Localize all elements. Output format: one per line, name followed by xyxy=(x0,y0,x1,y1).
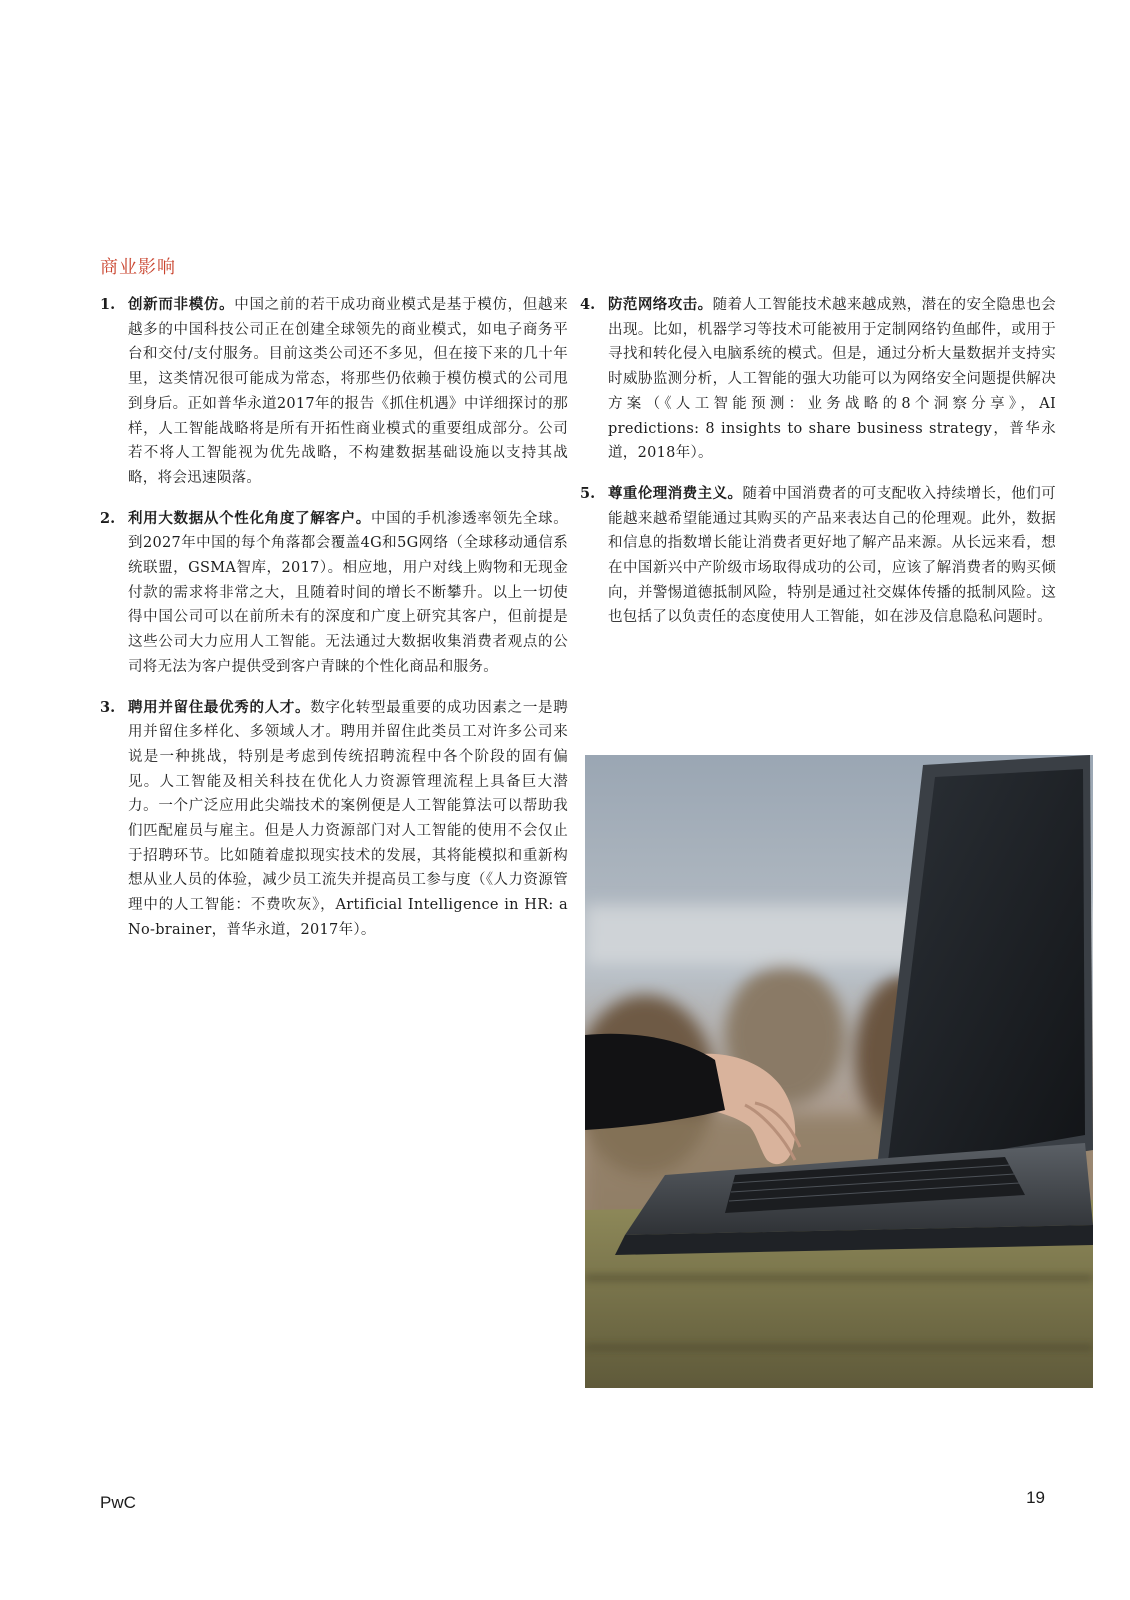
item-text: 随着中国消费者的可支配收入持续增长，他们可能越来越希望能通过其购买的产品来表达自己的伦理观。此外，数据和信息的指数增长能让消费者更好地了解产品来源。从长远来看，想在中国新兴中产阶级市场取得成功的公司，应该了解消费者的购买倾向，并警惕道德抵制风险，特别是通过社交媒体传播的抵制风险。这也包括了以负责任的态度使用人工智能，如在涉及信息隐私问题时。 xyxy=(608,485,1056,626)
item-text: 中国的手机渗透率领先全球。到2027年中国的每个角落都会覆盖4G和5G网络（全球移动通信系统联盟，GSMA智库，2017）。相应地，用户对线上购物和无现金付款的需求将非常之大，且随着时间的增长不断攀升。以上一切使得中国公司可以在前所未有的深度和广度上研究其客户，但前提是这些公司大力应用人工智能。无法通过大数据收集消费者观点的公司将无法为客户提供受到客户青睐的个性化商品和服务。 xyxy=(128,510,568,675)
list-item-5 xyxy=(580,482,1056,630)
item-number: 4. xyxy=(580,296,596,313)
item-body xyxy=(608,482,1056,630)
list-item-3 xyxy=(100,696,568,943)
footer-brand: PwC xyxy=(100,1493,136,1512)
list-item-2 xyxy=(100,507,568,680)
right-column xyxy=(580,293,1056,646)
item-body xyxy=(128,293,568,491)
left-column xyxy=(100,293,568,959)
item-text: 数字化转型最重要的成功因素之一是聘用并留住多样化、多领域人才。聘用并留住此类员工对许多公司来说是一种挑战，特别是考虑到传统招聘流程中各个阶段的固有偏见。人工智能及相关科技在优化人力资源管理流程上具备巨大潜力。一个广泛应用此尖端技术的案例便是人工智能算法可以帮助我们匹配雇员与雇主。但是人力资源部门对人工智能的使用不会仅止于招聘环节。比如随着虚拟现实技术的发展，其将能模拟和重新构想从业人员的体验，减少员工流失并提高员工参与度（《人力资源管理中的人工智能：不费吹灰》，Artificial Intelligence in HR: a No-brainer，普华永道，2017年）。 xyxy=(128,699,568,938)
laptop-photo-illustration xyxy=(585,755,1093,1388)
list-item-1 xyxy=(100,293,568,491)
item-title: 尊重伦理消费主义。 xyxy=(608,484,743,502)
item-title: 创新而非模仿。 xyxy=(128,296,235,313)
laptop-photo xyxy=(585,755,1093,1388)
item-title: 聘用并留住最优秀的人才。 xyxy=(128,698,311,716)
item-number: 2. xyxy=(100,509,116,527)
item-number: 5. xyxy=(580,484,596,502)
item-number: 3. xyxy=(100,698,116,716)
item-body xyxy=(608,293,1056,466)
item-title: 防范网络攻击。 xyxy=(608,296,713,313)
section-heading: 商业影响 xyxy=(100,257,176,278)
item-number: 1. xyxy=(100,296,116,313)
item-body xyxy=(128,696,568,943)
item-text: 中国之前的若干成功商业模式是基于模仿，但越来越多的中国科技公司正在创建全球领先的商业模式，如电子商务平台和交付/支付服务。目前这类公司还不多见，但在接下来的几十年里，这类情况很可能成为常态，将那些仍依赖于模仿模式的公司甩到身后。正如普华永道2017年的报告《抓住机遇》中详细探讨的那样，人工智能战略将是所有开拓性商业模式的重要组成部分。公司若不将人工智能视为优先战略，不构建数据基础设施以支持其战略，将会迅速陨落。 xyxy=(128,297,568,486)
list-item-4 xyxy=(580,293,1056,466)
item-text: 随着人工智能技术越来越成熟，潜在的安全隐患也会出现。比如，机器学习等技术可能被用于定制网络钓鱼邮件，或用于寻找和转化侵入电脑系统的模式。但是，通过分析大量数据并支持实时威胁监测分析，人工智能的强大功能可以为网络安全问题提供解决方案（《人工智能预测：业务战略的8个洞察分享》，AI predictions: 8 insights to share business strategy，普华永道，2018年）。 xyxy=(608,297,1056,462)
item-body xyxy=(128,507,568,680)
page-number: 19 xyxy=(1026,1488,1045,1507)
item-title: 利用大数据从个性化角度了解客户。 xyxy=(128,509,371,527)
